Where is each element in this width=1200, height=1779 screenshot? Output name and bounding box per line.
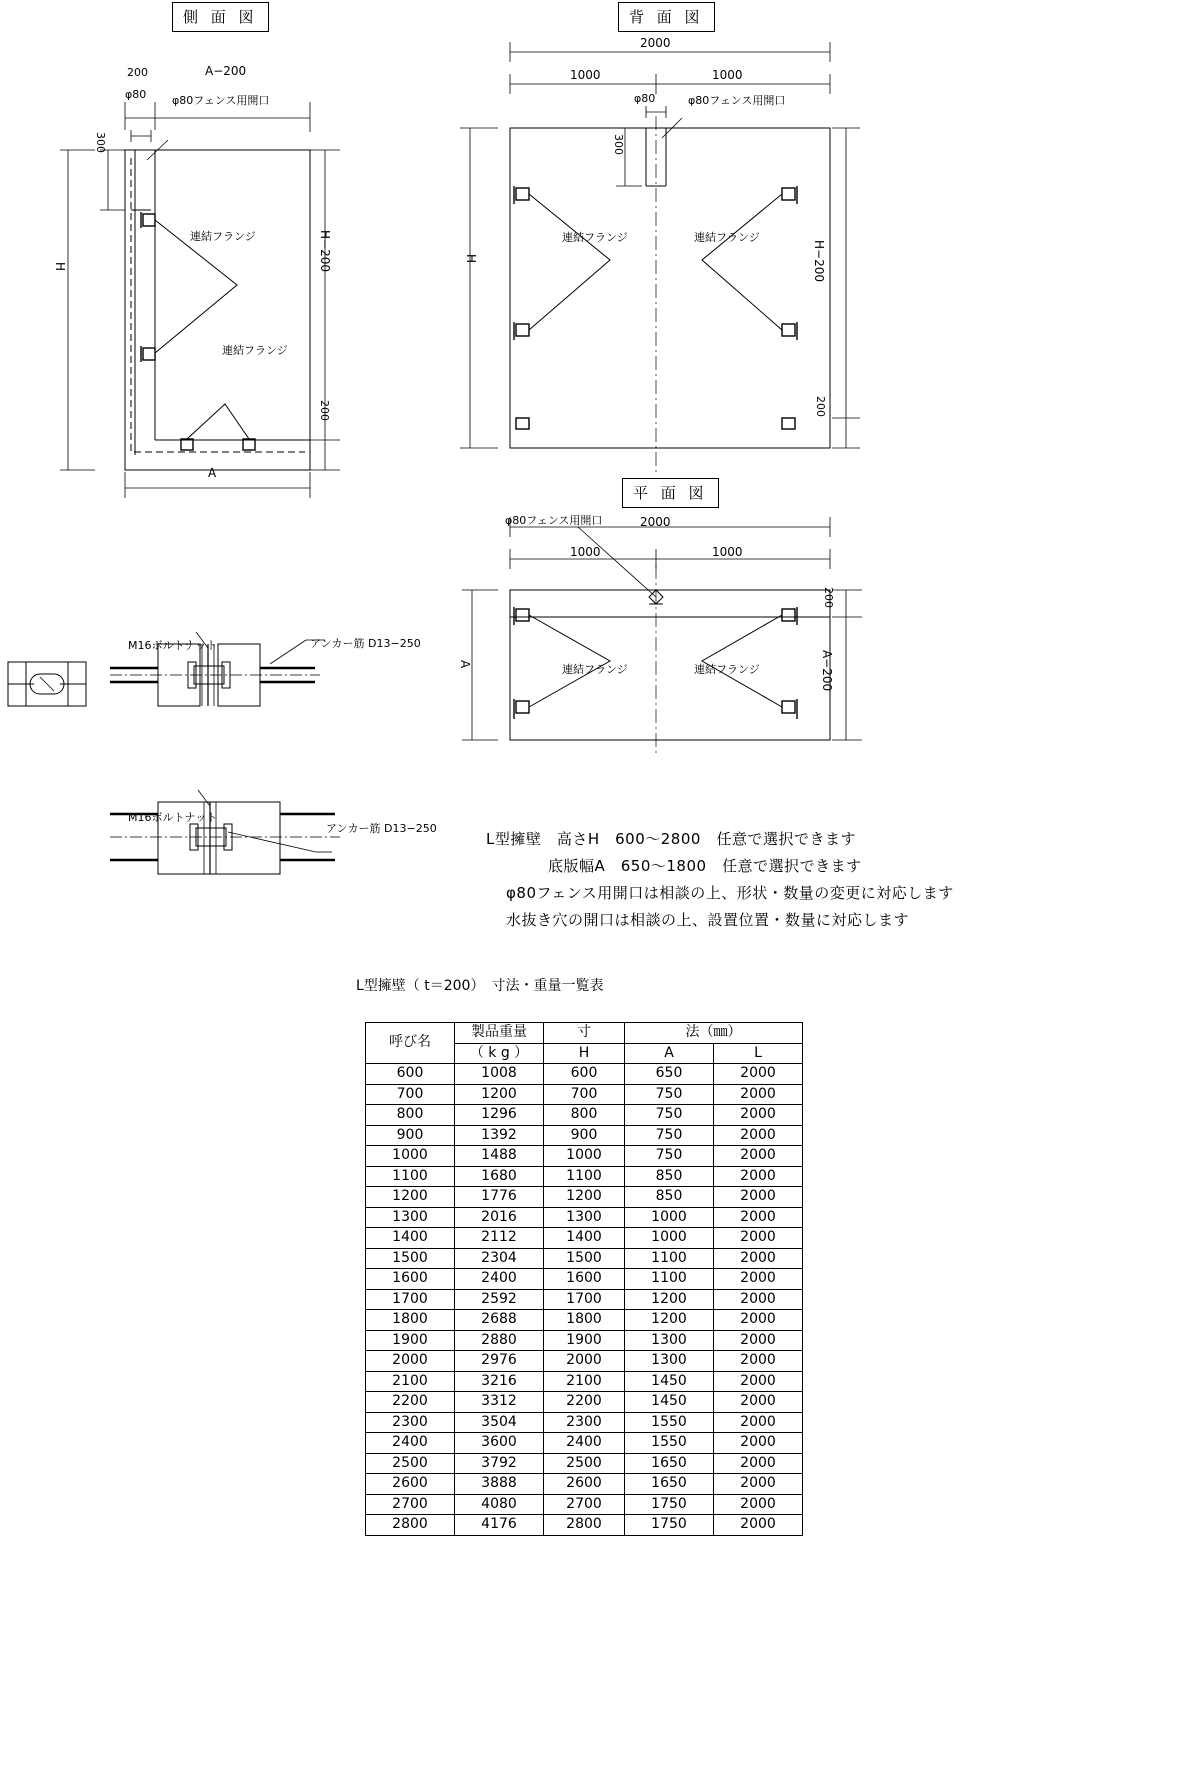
- side-dim-h-minus-200: H−200: [318, 230, 332, 272]
- table-cell: 750: [625, 1105, 714, 1126]
- table-cell: 2000: [714, 1187, 803, 1208]
- table-row: [366, 1392, 803, 1413]
- table-cell: 2000: [714, 1392, 803, 1413]
- table-cell: 2100: [366, 1371, 455, 1392]
- table-row: [366, 1125, 803, 1146]
- side-flange-label-2: 連結フランジ: [222, 344, 288, 357]
- side-dim-200: 200: [127, 66, 148, 79]
- plan-dim-2000: 2000: [640, 515, 671, 529]
- table-cell: 900: [544, 1125, 625, 1146]
- table-cell: 2688: [455, 1310, 544, 1331]
- table-cell: 1800: [544, 1310, 625, 1331]
- table-cell: 1650: [625, 1453, 714, 1474]
- table-cell: 2000: [714, 1125, 803, 1146]
- plan-view-title: 平 面 図: [622, 478, 719, 508]
- table-cell: 2000: [714, 1412, 803, 1433]
- side-dim-a-minus-200: A−200: [205, 64, 247, 78]
- back-dim-200: 200: [814, 396, 827, 417]
- side-flange-label-1: 連結フランジ: [190, 230, 256, 243]
- table-cell: 1700: [366, 1289, 455, 1310]
- table-cell: 2000: [714, 1166, 803, 1187]
- plan-dim-1000-right: 1000: [712, 545, 743, 559]
- th-l: L: [714, 1043, 803, 1064]
- table-cell: 1300: [625, 1330, 714, 1351]
- joint-plate-detail: [0, 650, 100, 720]
- lower-bolt-detail: [110, 780, 470, 900]
- back-dim-1000-left: 1000: [570, 68, 601, 82]
- lower-bolt-label: M16ボルトナット: [128, 811, 218, 824]
- table-row: [366, 1474, 803, 1495]
- table-cell: 2800: [544, 1515, 625, 1536]
- table-cell: 1750: [625, 1515, 714, 1536]
- table-row: [366, 1248, 803, 1269]
- table-cell: 650: [625, 1064, 714, 1085]
- table-cell: 1776: [455, 1187, 544, 1208]
- table-cell: 1300: [544, 1207, 625, 1228]
- table-cell: 2000: [714, 1351, 803, 1372]
- table-cell: 900: [366, 1125, 455, 1146]
- table-cell: 1100: [366, 1166, 455, 1187]
- table-cell: 2592: [455, 1289, 544, 1310]
- table-row: [366, 1146, 803, 1167]
- notes-block: [486, 828, 954, 930]
- side-dim-h: H: [53, 262, 67, 272]
- table-cell: 3792: [455, 1453, 544, 1474]
- table-cell: 2000: [714, 1248, 803, 1269]
- table-cell: 1100: [625, 1269, 714, 1290]
- table-row: [366, 1433, 803, 1454]
- table-row: [366, 1351, 803, 1372]
- table-cell: 1300: [625, 1351, 714, 1372]
- table-cell: 700: [366, 1084, 455, 1105]
- table-cell: 1200: [625, 1289, 714, 1310]
- back-view-title: 背 面 図: [618, 2, 715, 32]
- side-dim-200-bottom: 200: [318, 400, 331, 421]
- table-cell: 2000: [714, 1064, 803, 1085]
- th-name: 呼び名: [366, 1023, 455, 1064]
- table-cell: 2000: [714, 1453, 803, 1474]
- th-a: A: [625, 1043, 714, 1064]
- table-cell: 2100: [544, 1371, 625, 1392]
- plan-fence-hole-label: φ80フェンス用開口: [505, 514, 603, 527]
- table-cell: 2600: [544, 1474, 625, 1495]
- side-phi80: φ80: [125, 88, 147, 101]
- table-cell: 2000: [714, 1084, 803, 1105]
- table-cell: 2200: [366, 1392, 455, 1413]
- table-row: [366, 1453, 803, 1474]
- table-cell: 1296: [455, 1105, 544, 1126]
- table-cell: 2600: [366, 1474, 455, 1495]
- table-cell: 1650: [625, 1474, 714, 1495]
- table-cell: 800: [544, 1105, 625, 1126]
- table-cell: 2300: [544, 1412, 625, 1433]
- table-cell: 4176: [455, 1515, 544, 1536]
- table-title: L型擁壁（ t＝200） 寸法・重量一覧表: [356, 978, 604, 994]
- table-cell: 1392: [455, 1125, 544, 1146]
- table-cell: 1680: [455, 1166, 544, 1187]
- table-row: [366, 1289, 803, 1310]
- table-cell: 2880: [455, 1330, 544, 1351]
- table-cell: 2000: [714, 1289, 803, 1310]
- table-cell: 1100: [544, 1166, 625, 1187]
- table-cell: 1100: [625, 1248, 714, 1269]
- table-cell: 1500: [366, 1248, 455, 1269]
- table-cell: 2300: [366, 1412, 455, 1433]
- table-cell: 3600: [455, 1433, 544, 1454]
- th-dim-2: 法（㎜）: [625, 1023, 803, 1044]
- table-cell: 2400: [366, 1433, 455, 1454]
- table-cell: 1200: [366, 1187, 455, 1208]
- table-cell: 1000: [625, 1228, 714, 1249]
- th-h: H: [544, 1043, 625, 1064]
- table-row: [366, 1310, 803, 1331]
- plan-view-drawing: [430, 505, 900, 765]
- plan-flange-right: 連結フランジ: [694, 663, 760, 676]
- plan-dim-1000-left: 1000: [570, 545, 601, 559]
- note-line-1: L型擁壁 高さH 600〜2800 任意で選択できます: [486, 830, 856, 848]
- table-cell: 1900: [366, 1330, 455, 1351]
- table-cell: 1000: [625, 1207, 714, 1228]
- back-dim-2000: 2000: [640, 36, 671, 50]
- note-line-2: 底版幅A 650〜1800 任意で選択できます: [548, 857, 862, 875]
- table-cell: 2304: [455, 1248, 544, 1269]
- table-cell: 850: [625, 1187, 714, 1208]
- table-cell: 600: [366, 1064, 455, 1085]
- table-cell: 1200: [544, 1187, 625, 1208]
- plan-dim-200: 200: [822, 587, 835, 608]
- lower-anchor-label: アンカー筋 D13−250: [326, 822, 437, 835]
- table-cell: 600: [544, 1064, 625, 1085]
- th-weight-2: （ k g ）: [455, 1043, 544, 1064]
- table-cell: 1700: [544, 1289, 625, 1310]
- table-cell: 2000: [714, 1269, 803, 1290]
- th-weight-1: 製品重量: [455, 1023, 544, 1044]
- table-cell: 2500: [544, 1453, 625, 1474]
- back-view-drawing: [430, 28, 900, 478]
- table-cell: 2000: [714, 1105, 803, 1126]
- upper-bolt-label: M16ボルトナット: [128, 639, 218, 652]
- table-cell: 1450: [625, 1371, 714, 1392]
- back-flange-right: 連結フランジ: [694, 231, 760, 244]
- table-cell: 1450: [625, 1392, 714, 1413]
- table-cell: 1600: [544, 1269, 625, 1290]
- table-row: [366, 1269, 803, 1290]
- table-cell: 750: [625, 1125, 714, 1146]
- table-cell: 1500: [544, 1248, 625, 1269]
- table-cell: 2016: [455, 1207, 544, 1228]
- table-cell: 750: [625, 1084, 714, 1105]
- table-cell: 2200: [544, 1392, 625, 1413]
- back-phi80: φ80: [634, 92, 656, 105]
- side-dim-a: A: [208, 466, 217, 480]
- table-row: [366, 1187, 803, 1208]
- table-cell: 2700: [544, 1494, 625, 1515]
- th-dim-1: 寸: [544, 1023, 625, 1044]
- table-row: [366, 1207, 803, 1228]
- table-cell: 1300: [366, 1207, 455, 1228]
- back-dim-300: 300: [612, 134, 625, 155]
- table-row: [366, 1084, 803, 1105]
- table-cell: 4080: [455, 1494, 544, 1515]
- table-cell: 1000: [544, 1146, 625, 1167]
- plan-dim-a-minus-200: A−200: [820, 650, 834, 692]
- table-cell: 2000: [714, 1310, 803, 1331]
- table-row: [366, 1166, 803, 1187]
- table-row: [366, 1515, 803, 1536]
- table-row: [366, 1494, 803, 1515]
- dimension-weight-table: [365, 1022, 803, 1536]
- table-cell: 1008: [455, 1064, 544, 1085]
- table-cell: 2400: [455, 1269, 544, 1290]
- back-dim-h: H: [464, 254, 478, 264]
- table-cell: 2000: [714, 1433, 803, 1454]
- table-cell: 2700: [366, 1494, 455, 1515]
- table-cell: 700: [544, 1084, 625, 1105]
- table-cell: 1200: [625, 1310, 714, 1331]
- table-row: [366, 1105, 803, 1126]
- table-row: [366, 1330, 803, 1351]
- table-cell: 2000: [714, 1371, 803, 1392]
- back-fence-hole-label: φ80フェンス用開口: [688, 94, 786, 107]
- table-cell: 3216: [455, 1371, 544, 1392]
- plan-dim-a: A: [458, 660, 472, 669]
- upper-anchor-label: アンカー筋 D13−250: [310, 637, 421, 650]
- side-fence-hole-label: φ80フェンス用開口: [172, 94, 270, 107]
- table-cell: 2000: [544, 1351, 625, 1372]
- table-cell: 2000: [714, 1515, 803, 1536]
- table-cell: 1750: [625, 1494, 714, 1515]
- table-cell: 1600: [366, 1269, 455, 1290]
- back-flange-left: 連結フランジ: [562, 231, 628, 244]
- plan-flange-left: 連結フランジ: [562, 663, 628, 676]
- table-cell: 1550: [625, 1412, 714, 1433]
- table-body: [366, 1064, 803, 1536]
- table-row: [366, 1412, 803, 1433]
- table-cell: 1550: [625, 1433, 714, 1454]
- note-line-3: φ80フェンス用開口は相談の上、形状・数量の変更に対応します: [506, 884, 954, 902]
- table-cell: 2400: [544, 1433, 625, 1454]
- table-cell: 3504: [455, 1412, 544, 1433]
- table-cell: 3888: [455, 1474, 544, 1495]
- table-cell: 2112: [455, 1228, 544, 1249]
- table-cell: 800: [366, 1105, 455, 1126]
- table-cell: 2800: [366, 1515, 455, 1536]
- table-cell: 1400: [544, 1228, 625, 1249]
- back-dim-h-minus-200: H−200: [812, 240, 826, 282]
- table-cell: 1400: [366, 1228, 455, 1249]
- table-cell: 2500: [366, 1453, 455, 1474]
- table-cell: 2000: [714, 1494, 803, 1515]
- table-cell: 2000: [714, 1474, 803, 1495]
- table-cell: 2000: [366, 1351, 455, 1372]
- table-cell: 750: [625, 1146, 714, 1167]
- note-line-4: 水抜き穴の開口は相談の上、設置位置・数量に対応します: [506, 911, 910, 929]
- table-cell: 850: [625, 1166, 714, 1187]
- table-row: [366, 1064, 803, 1085]
- table-row: [366, 1371, 803, 1392]
- table-cell: 1200: [455, 1084, 544, 1105]
- table-cell: 2000: [714, 1146, 803, 1167]
- table-cell: 2976: [455, 1351, 544, 1372]
- table-cell: 1000: [366, 1146, 455, 1167]
- table-row: [366, 1228, 803, 1249]
- table-cell: 1900: [544, 1330, 625, 1351]
- side-dim-300: 300: [94, 132, 107, 153]
- table-cell: 2000: [714, 1207, 803, 1228]
- table-cell: 3312: [455, 1392, 544, 1413]
- back-dim-1000-right: 1000: [712, 68, 743, 82]
- table-cell: 1800: [366, 1310, 455, 1331]
- table-cell: 2000: [714, 1330, 803, 1351]
- table-cell: 2000: [714, 1228, 803, 1249]
- table-cell: 1488: [455, 1146, 544, 1167]
- side-view-title: 側 面 図: [172, 2, 269, 32]
